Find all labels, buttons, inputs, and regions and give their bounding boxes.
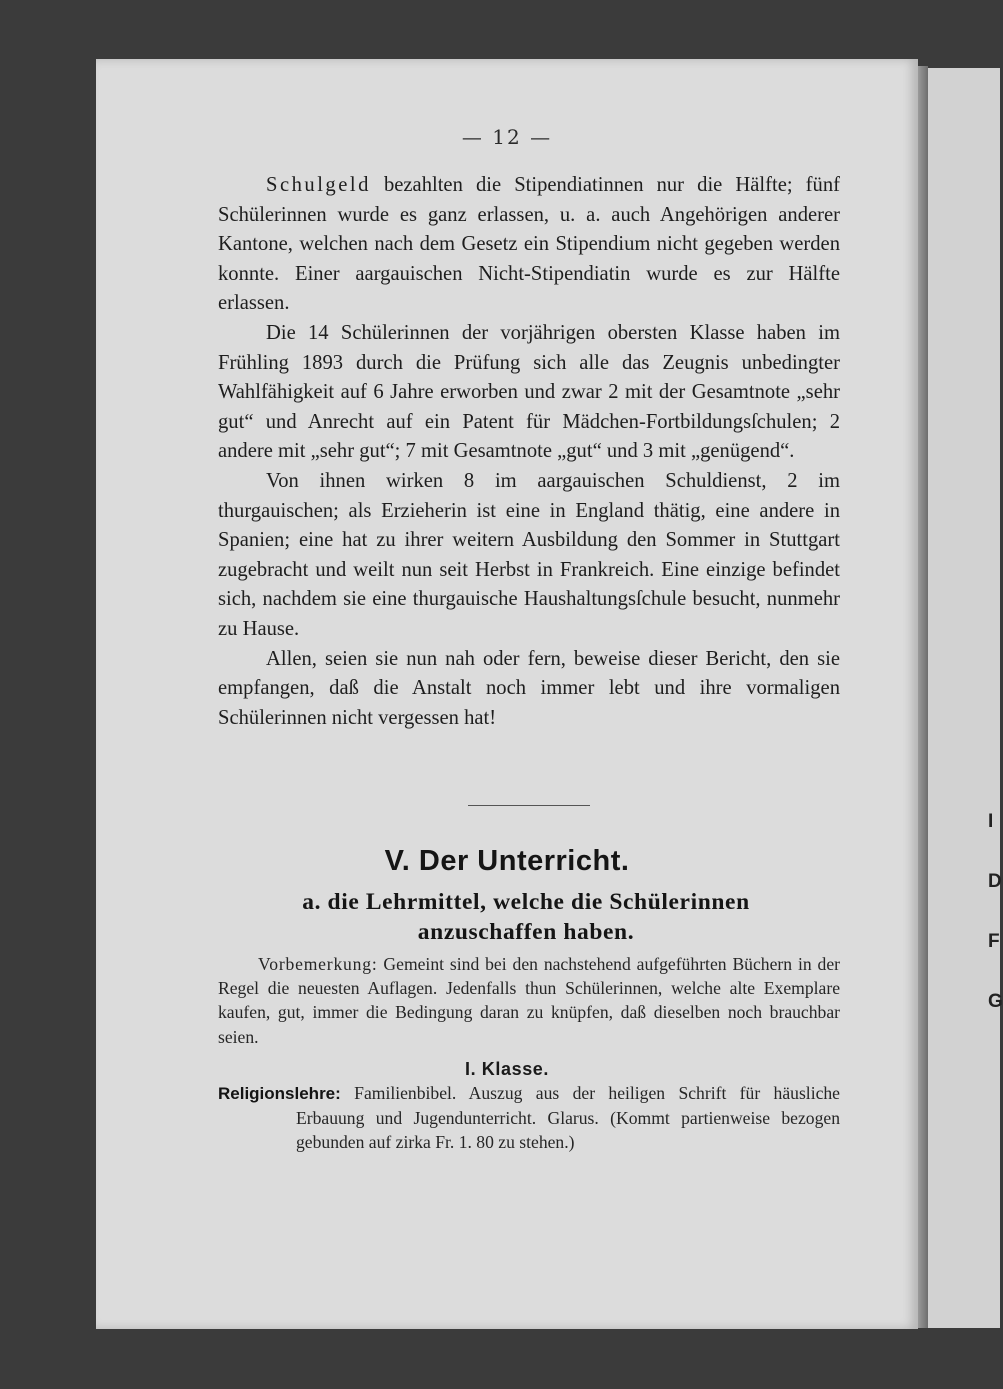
page-edge-shadow (918, 66, 928, 1328)
book-page (96, 59, 918, 1329)
subsection-title: a. die Lehrmittel, welche die Schülerinnen anzuschaffen haben. (302, 889, 750, 945)
page-number: — 12 — (461, 125, 553, 149)
paragraph-3: Von ihnen wirken 8 im aargauischen Schuldienst, 2 im thurgauischen; als Erzieherin ist eine in England thätig, eine andere in Spanien; eine hat zu ihrer weitern Ausbildung den Sommer in Stuttgart zugebracht und weilt nun seit Herbst in Frankreich. Eine einzige befindet sich, nachdem sie eine thurgauische Haushaltungsſchule besucht, nunmehr zu Hause. (218, 469, 840, 640)
preliminary-remark (218, 952, 840, 1049)
paragraph-1 (218, 171, 840, 319)
paragraph-1-text: bezahlten die Stipendiatinnen nur die Hälfte; fünf Schülerinnen wurde es ganz erlassen, u. a. auch Angehörigen anderer Kantone, welchen nach dem Gesetz ein Stipendium nicht gegeben werden konnte. Einer aargauischen Nicht-Stipendiatin wurde es zur Hälfte erlassen. (218, 174, 840, 315)
adjacent-letter: F (988, 931, 1000, 952)
paragraph-4: Allen, seien sie nun nah oder fern, beweise dieser Bericht, den sie empfangen, daß die Anstalt noch immer lebt und ihre vormaligen Schülerinnen nicht vergessen hat! (218, 647, 840, 729)
class-heading: I. Klasse. (464, 1059, 550, 1079)
remark-label: Vorbemerkung: (258, 954, 378, 974)
adjacent-letter: G (988, 991, 1003, 1012)
paragraph-2: Die 14 Schülerinnen der vorjährigen obersten Klasse haben im Frühling 1893 durch die Prüfung sich alle das Zeugnis unbedingter Wahlfähigkeit auf 6 Jahre erworben und zwar 2 mit der Gesamtnote „sehr gut“ und Anrecht auf ein Patent für Mädchen-Fortbildungsſchulen; 2 andere mit „sehr gut“; 7 mit Gesamtnote „gut“ und 3 mit „genügend“. (218, 321, 840, 463)
adjacent-page-letters (988, 812, 1002, 1052)
adjacent-letter: D (988, 871, 1002, 892)
body-text (218, 171, 840, 733)
subject-entry (218, 1081, 840, 1155)
adjacent-page (928, 68, 1003, 1328)
adjacent-letter: I (988, 811, 994, 832)
section-divider (468, 805, 590, 806)
paragraph-1-lead: Schulgeld (266, 174, 371, 196)
section-title: V. Der Unterricht. (384, 845, 630, 877)
remark-text: Gemeint sind bei den nachstehend aufgeführten Büchern in der Regel die neuesten Auflagen. Jedenfalls thun Schülerinnen, welche alte Exemplare kaufen, gut, immer die Bedingung daran zu knüpfen, daß dieselben noch brauchbar seien. (218, 954, 840, 1047)
entry-label: Religionslehre: (218, 1084, 341, 1103)
entry-text: Familienbibel. Auszug aus der heiligen Schrift für häusliche Erbauung und Jugendunterricht. Glarus. (Kommt partienweise bezogen gebunden auf zirka Fr. 1. 80 zu stehen.) (296, 1083, 840, 1153)
